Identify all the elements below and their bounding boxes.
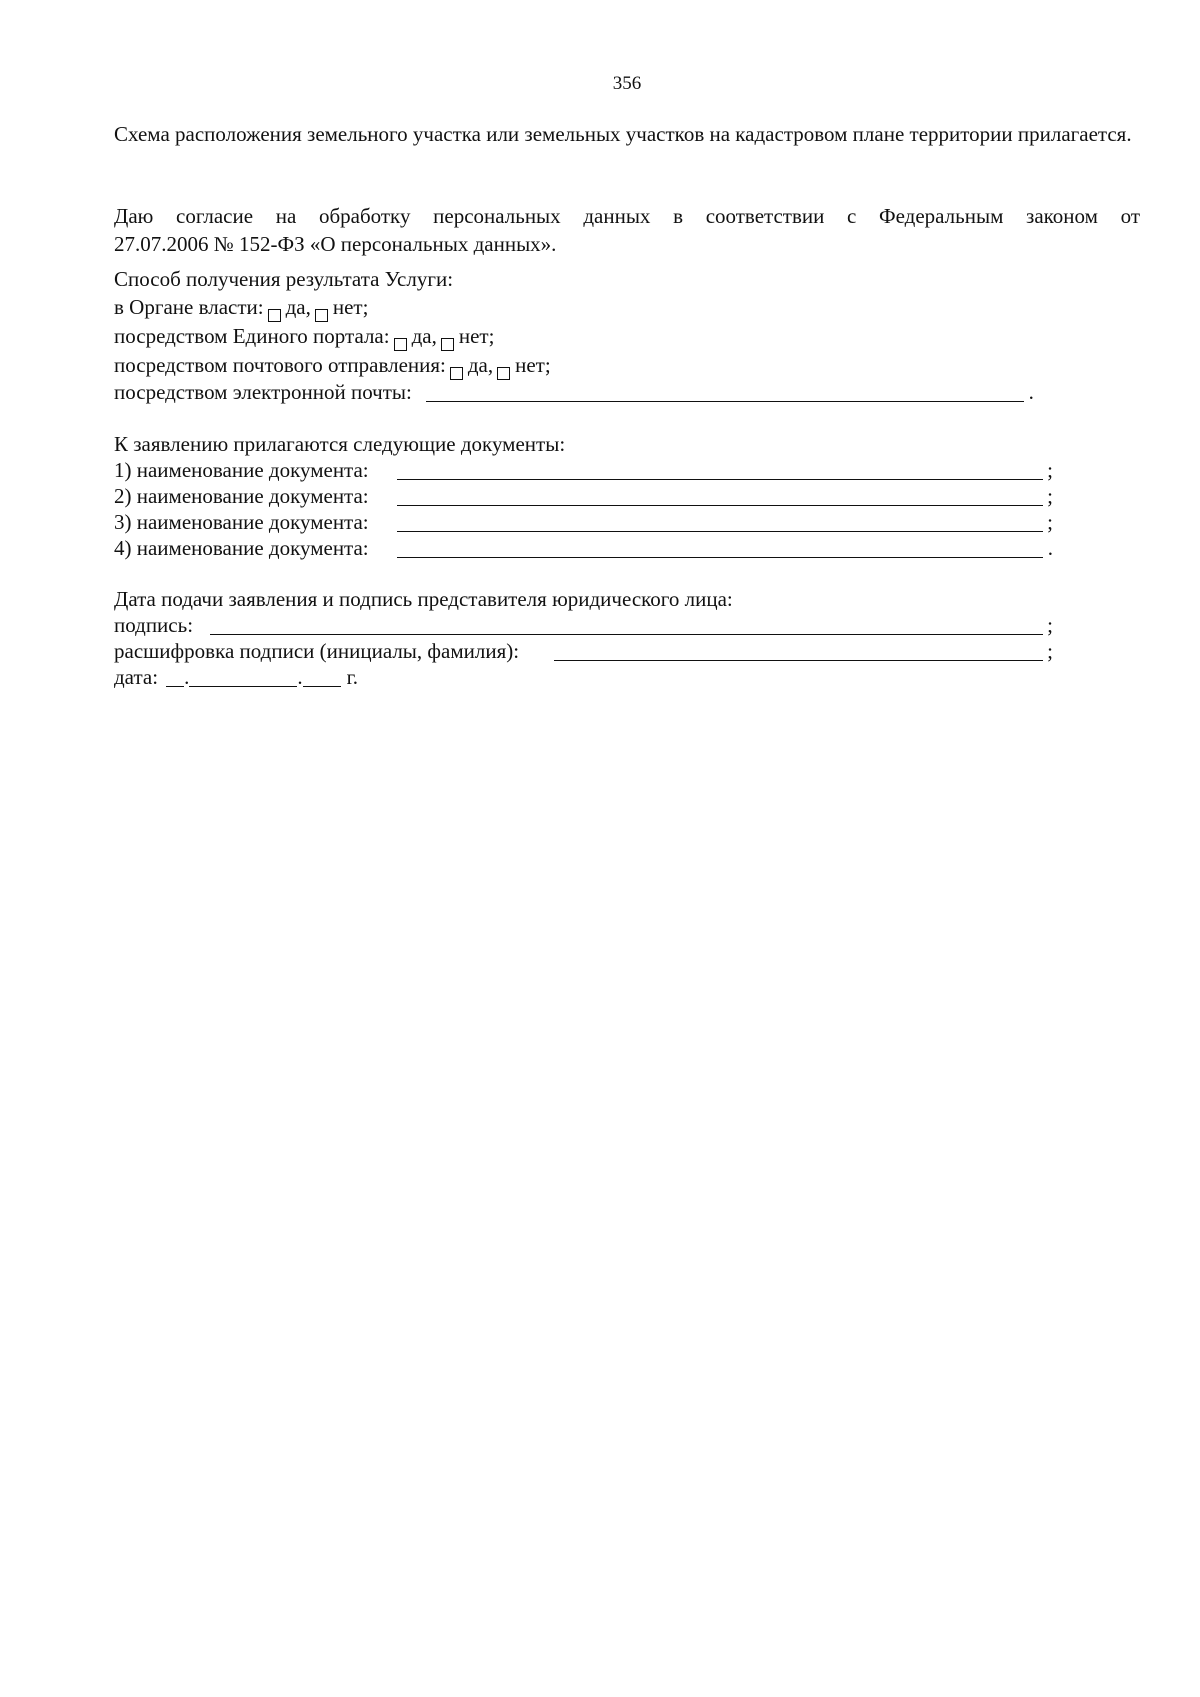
delivery-option-post: [114, 351, 1140, 379]
delivery-option-label: посредством почтового отправления:: [114, 353, 446, 377]
document-field[interactable]: [397, 537, 1043, 558]
document-label: 1) наименование документа:: [114, 458, 369, 482]
signature-decode-end: ;: [1047, 639, 1053, 663]
no-label: нет;: [458, 324, 495, 348]
delivery-email-row: [114, 378, 1140, 406]
checkbox-no[interactable]: [441, 338, 454, 351]
document-label: 2) наименование документа:: [114, 484, 369, 508]
delivery-heading-text: Способ получения результата Услуги:: [114, 267, 454, 291]
checkbox-no[interactable]: [315, 309, 328, 322]
document-end: ;: [1047, 458, 1053, 482]
scheme-paragraph: Схема расположения земельного участка или земельных участков на кадастровом плане территории прилагается.: [114, 122, 1132, 146]
email-end: .: [1028, 380, 1034, 404]
delivery-option-portal: [114, 322, 1140, 350]
document-label: 3) наименование документа:: [114, 510, 369, 534]
signature-heading-text: Дата подачи заявления и подпись представителя юридического лица:: [114, 587, 733, 611]
page-number: 356: [612, 73, 642, 94]
delivery-option-authority: [114, 293, 1140, 321]
date-year-field[interactable]: [303, 666, 341, 687]
checkbox-yes[interactable]: [394, 338, 407, 351]
email-label: посредством электронной почты:: [114, 380, 412, 404]
yes-label: да,: [411, 324, 437, 348]
document-label: 4) наименование документа:: [114, 536, 369, 560]
document-end: ;: [1047, 484, 1053, 508]
consent-line-1: Даю согласие на обработку персональных данных в соответствии с Федеральным законом от: [114, 204, 1140, 228]
document-field[interactable]: [397, 459, 1043, 480]
signature-heading: [114, 585, 1140, 613]
signature-label: подпись:: [114, 613, 194, 637]
document-item-4: [114, 534, 1140, 562]
documents-heading: [114, 430, 1140, 458]
yes-label: да,: [467, 353, 494, 377]
consent-paragraph: [114, 202, 1140, 258]
signature-end: ;: [1047, 613, 1053, 637]
signature-row: [114, 611, 1140, 639]
date-suffix: г.: [346, 665, 359, 689]
checkbox-yes[interactable]: [268, 309, 281, 322]
no-label: нет;: [515, 353, 551, 377]
document-field[interactable]: [397, 485, 1043, 506]
date-month-field[interactable]: [189, 666, 297, 687]
signature-decode-row: [114, 637, 1140, 665]
signature-decode-label: расшифровка подписи (инициалы, фамилия):: [114, 639, 520, 663]
signature-decode-field[interactable]: [554, 640, 1043, 661]
document-item-3: [114, 508, 1140, 536]
no-label: нет;: [332, 295, 369, 319]
document-field[interactable]: [397, 511, 1043, 532]
date-separator: .: [297, 665, 303, 689]
email-field[interactable]: [426, 381, 1024, 402]
document-item-1: [114, 456, 1140, 484]
delivery-option-label: в Органе власти:: [114, 295, 264, 319]
document-end: ;: [1047, 510, 1053, 534]
consent-line-2: 27.07.2006 № 152-ФЗ «О персональных данных».: [114, 232, 557, 256]
date-label: дата:: [114, 665, 159, 689]
delivery-option-label: посредством Единого портала:: [114, 324, 390, 348]
signature-field[interactable]: [210, 614, 1043, 635]
date-day-field[interactable]: [166, 666, 184, 687]
yes-label: да,: [285, 295, 311, 319]
document-end: .: [1047, 536, 1053, 560]
date-separator: .: [184, 665, 190, 689]
document-item-2: [114, 482, 1140, 510]
documents-heading-text: К заявлению прилагаются следующие документы:: [114, 432, 566, 456]
date-row: [114, 663, 1140, 691]
delivery-heading: [114, 265, 1140, 293]
